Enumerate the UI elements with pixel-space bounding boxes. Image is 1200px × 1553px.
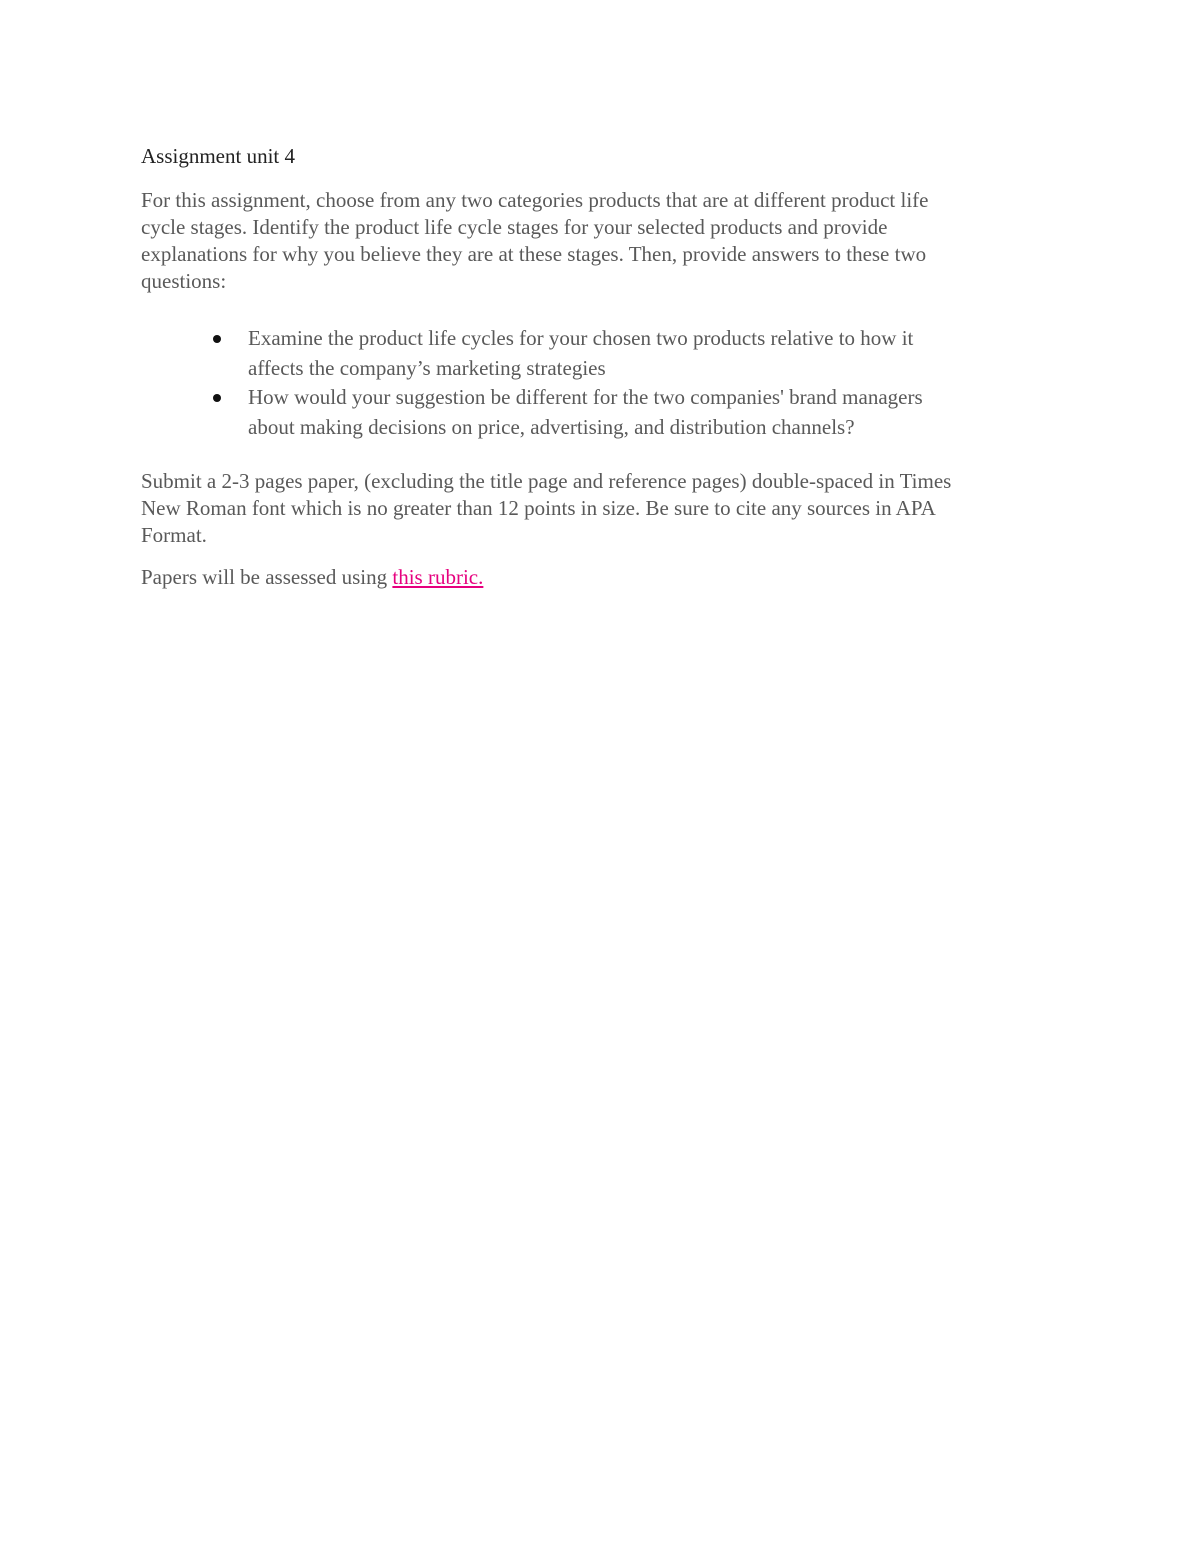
document-title: Assignment unit 4 [141,144,296,168]
bullet-icon [213,335,221,343]
bullet-line: affects the company’s marketing strategies [248,356,606,380]
intro-line: explanations for why you believe they are at these stages. Then, provide answers to these two [141,242,927,266]
assessment-text: Papers will be assessed using [141,565,393,589]
submit-line: Format. [141,523,207,547]
assessment-line [141,564,483,591]
intro-line: cycle stages. Identify the product life cycle stages for your selected products and provide [141,215,888,239]
submit-line: New Roman font which is no greater than 12 points in size. Be sure to cite any sources in APA [141,496,936,520]
bullet-line: How would your suggestion be different for the two companies' brand managers [248,385,923,409]
rubric-link[interactable]: this rubric. [392,565,484,589]
intro-line: For this assignment, choose from any two categories products that are at different product life [141,188,929,212]
bullet-line: about making decisions on price, advertising, and distribution channels? [248,415,855,439]
bullet-icon [213,394,221,402]
intro-line: questions: [141,269,227,293]
bullet-line: Examine the product life cycles for your chosen two products relative to how it [248,326,914,350]
submit-line: Submit a 2-3 pages paper, (excluding the title page and reference pages) double-spaced in Times [141,469,952,493]
